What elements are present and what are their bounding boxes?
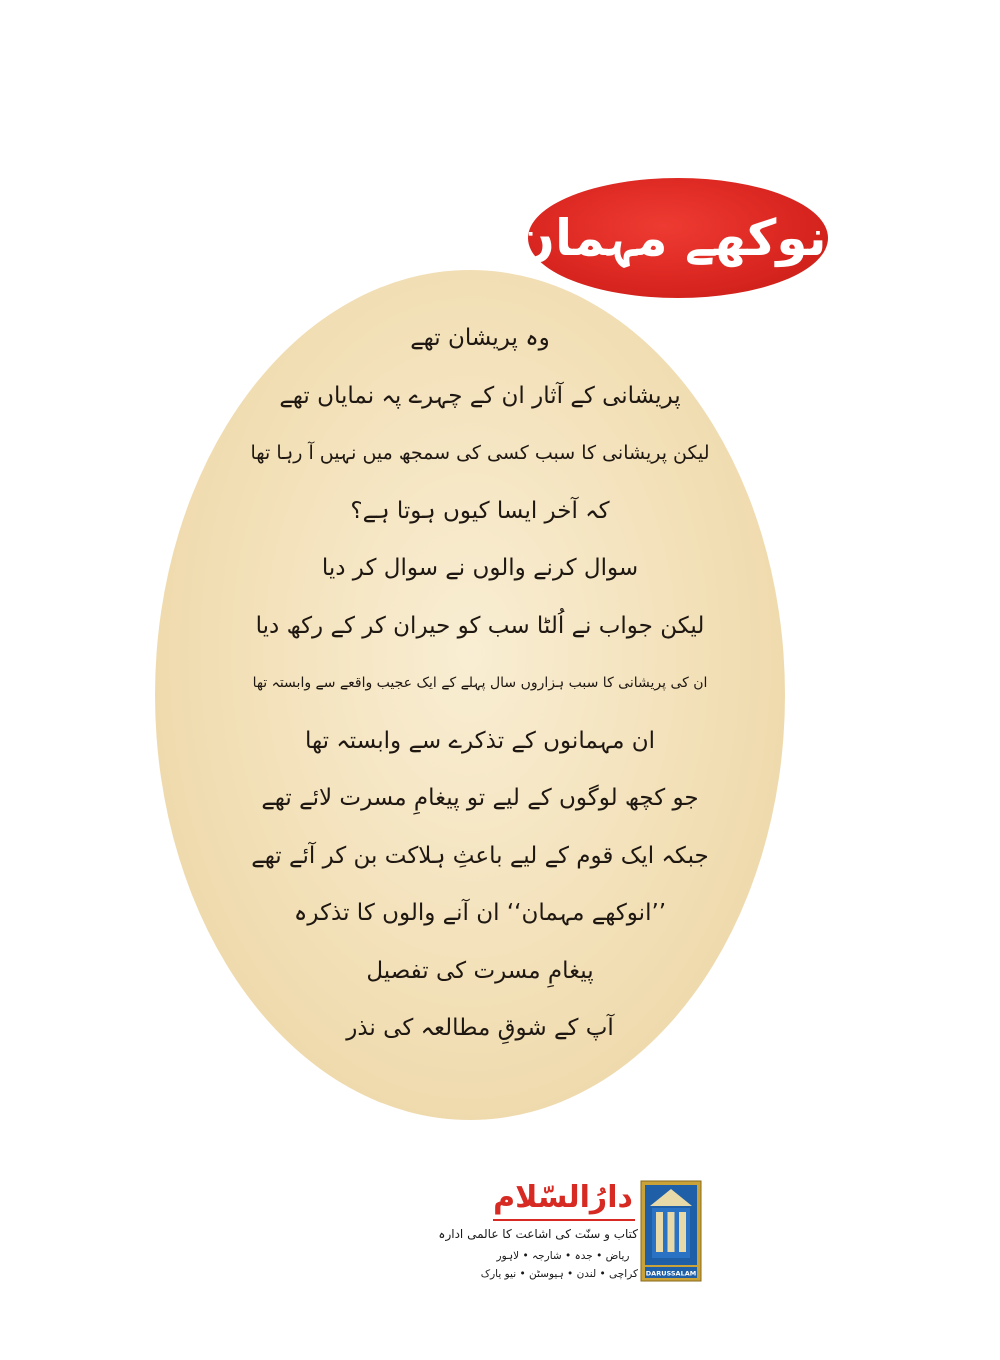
- poem-line: پریشانی کے آثار ان کے چہرے پہ نمایاں تھے: [279, 382, 681, 409]
- publisher-cities-line-2: کراچی • لندن • ہیوسٹن • نیو یارک: [480, 1268, 638, 1280]
- logo-wordmark: DARUSSALAM: [645, 1269, 697, 1278]
- poem-line: جبکہ ایک قوم کے لیے باعثِ ہلاکت بن کر آئے تھے: [251, 842, 709, 869]
- poem-line: جو کچھ لوگوں کے لیے تو پیغامِ مسرت لائے تھے: [261, 785, 699, 811]
- darussalam-logo-icon: [640, 1180, 702, 1282]
- publisher-name: دارُالسّلام: [493, 1180, 633, 1215]
- title-badge: [512, 178, 844, 298]
- poem-line: سوال کرنے والوں نے سوال کر دیا: [321, 555, 639, 581]
- poem-line: وہ پریشان تھے: [410, 325, 550, 351]
- book-title: انوکھے مہمان: [512, 209, 844, 267]
- blurb-poem: [250, 310, 710, 1058]
- poem-line: ان کی پریشانی کا سبب ہزاروں سال پہلے کے ایک عجیب واقعے سے وابستہ تھا: [252, 675, 708, 691]
- poem-line: آپ کے شوقِ مطالعہ کی نذر: [346, 1015, 614, 1041]
- publisher-tagline: کتاب و سنّت کی اشاعت کا عالمی ادارہ: [438, 1227, 638, 1241]
- poem-line: کہ آخر ایسا کیوں ہوتا ہے؟: [350, 497, 610, 524]
- publisher-cities-line-1: ریاض • جدہ • شارجہ • لاہور: [496, 1250, 630, 1262]
- poem-line: لیکن پریشانی کا سبب کسی کی سمجھ میں نہیں آ رہا تھا: [250, 442, 710, 464]
- poem-line: پیغامِ مسرت کی تفصیل: [366, 957, 594, 984]
- poem-line: ان مہمانوں کے تذکرے سے وابستہ تھا: [304, 727, 656, 754]
- poem-line: لیکن جواب نے اُلٹا سب کو حیران کر کے رکھ دیا: [255, 612, 705, 639]
- publisher-divider: [493, 1219, 635, 1221]
- poem-line: ’’انوکھے مہمان‘‘ ان آنے والوں کا تذکرہ: [293, 900, 667, 926]
